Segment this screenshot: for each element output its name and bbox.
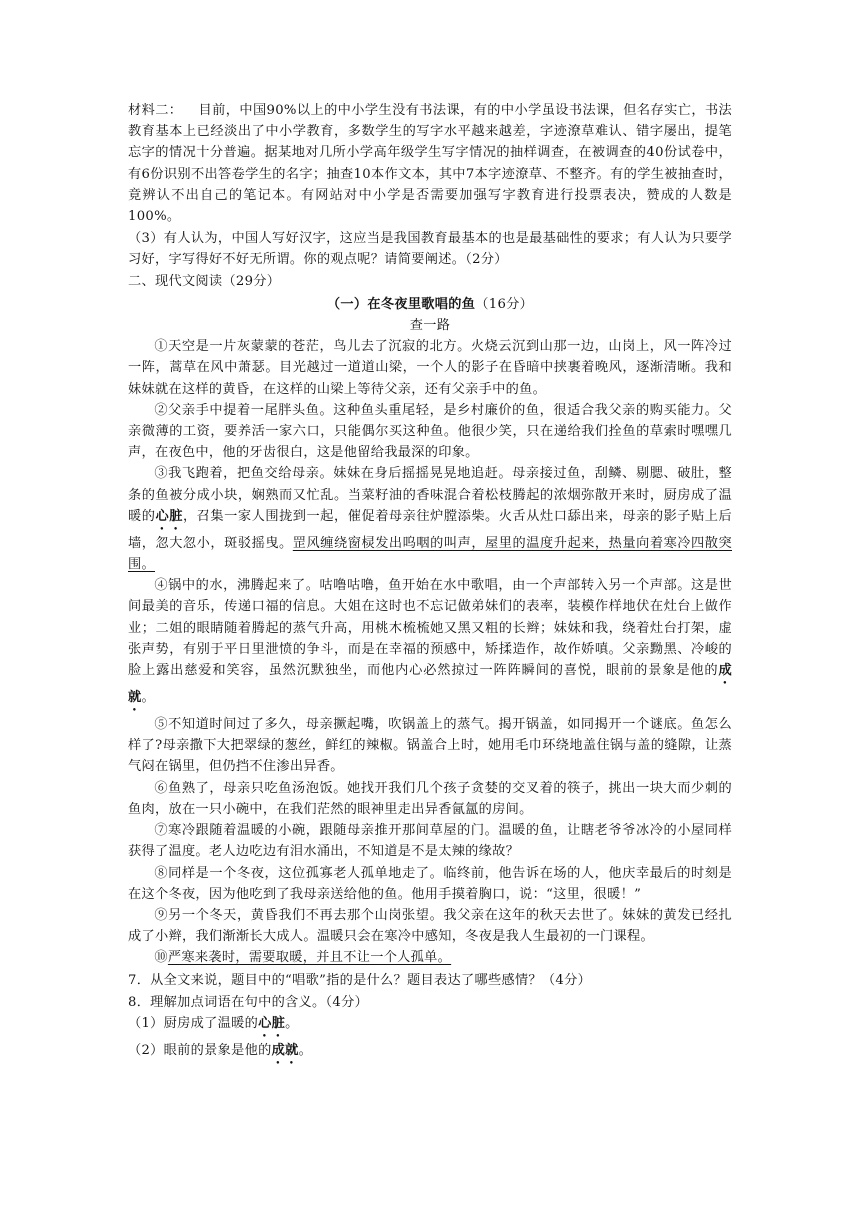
paragraph-9: ⑨另一个冬天，黄昏我们不再去那个山岗张望。我父亲在这年的秋天去世了。妹妹的黄发已经扎成了小辫，我们渐渐长大成人。温暖只会在寒冷中感知，冬夜是我人生最初的一门课程。 — [128, 907, 732, 945]
underlined-sentence-2: 严寒来袭时，需要取暖，并且不让一个人孤单。 — [167, 950, 452, 966]
paragraph-1: ①天空是一片灰蒙蒙的苍茫，鸟儿去了沉寂的北方。火烧云沉到山那一边，山岗上，风一阵冷过一阵，蒿草在风中萧瑟。目光越过一道道山梁，一个人的影子在昏暗中挟裹着晚风，逐渐清晰。我和妹妹就在这样的黄昏，在这样的山梁上等待父亲，还有父亲手中的鱼。 — [128, 339, 732, 397]
material-2 — [128, 100, 732, 227]
paragraph-8: ⑧同样是一个冬夜，这位孤寡老人孤单地走了。临终前，他告诉在场的人，他庆幸最后的时刻是在这个冬夜，因为他吃到了我母亲送给他的鱼。他用手摸着胸口，说：“这里，很暖！” — [128, 865, 732, 902]
article-author: 查一路 — [409, 318, 451, 334]
section-heading: 二、现代文阅读（29分） — [128, 273, 281, 289]
paragraph-10 — [128, 947, 732, 968]
q8-2-dotted-word: 成就 — [271, 1042, 299, 1058]
dotted-word-achievement: 成就 — [128, 663, 732, 706]
question-8: 8．理解加点词语在句中的含义。（4分） — [128, 994, 369, 1010]
dotted-word-heart: 心脏 — [155, 508, 183, 524]
underlined-sentence-1: 罡风缠绕窗棂发出呜咽的叫声，屋里的温度升起来，热量向着寒冷四散突围。 — [128, 535, 732, 573]
q8-2-text-b: 。 — [298, 1042, 313, 1058]
question-3: （3）有人认为，中国人写好汉字，这应当是我国教育最基本的也是最基础性的要求；有人认为只要学习好，字写得好不好无所谓。你的观点呢？请简要阐述。（2分） — [128, 231, 732, 268]
q8-1-dotted-word: 心脏 — [258, 1015, 286, 1031]
question-7: 7．从全文来说，题目中的“唱歌”指的是什么？题目表达了哪些感情？（4分） — [128, 972, 592, 988]
paragraph-5: ⑤不知道时间过了多久，母亲撅起嘴，吹锅盖上的蒸气。揭开锅盖，如同揭开一个谜底。鱼怎么样了?母亲撒下大把翠绿的葱丝，鲜红的辣椒。锅盖合上时，她用毛巾环绕地盖住锅与盖的缝隙，让蒸气闷在锅里，但仍挡不住渗出异香。 — [128, 717, 732, 775]
material-2-text: 目前，中国90%以上的中小学生没有书法课，有的中小学虽设书法课，但名存实亡，书法教育基本上已经淡出了中小学教育，多数学生的写字水平越来越差，字迹潦草难认、错字屡出，提笔忘字的情况十分普遍。据某地对几所小学高年级学生写字情况的抽样调查，在被调查的40份试卷中，有6份识别不出答卷学生的名字；抽查10本作文本，其中7本字迹潦草、不整齐。有的学生被抽查时，竟辨认不出自己的笔记本。有网站对中小学是否需要加强写字教育进行投票表决，赞成的人数是100%。 — [128, 103, 733, 225]
paragraph-10-number: ⑩ — [154, 950, 168, 966]
paragraph-4 — [128, 575, 732, 714]
paragraph-6: ⑥鱼熟了，母亲只吃鱼汤泡饭。她找开我们几个孩子贪婪的交叉着的筷子，挑出一块大而少刺的鱼肉，放在一只小碗中，在我们茫然的眼神里走出异香氤氲的房间。 — [128, 780, 732, 817]
paragraph-3-text-b: ，召集一家人围拢到一起，催促着母亲往炉膛添柴。火舌从灶口舔出来，母亲的影子贴上后墙，忽大忽小，斑驳摇曳。 — [128, 508, 732, 551]
paragraph-3-text-a: ③我飞跑着，把鱼交给母亲。妹妹在身后摇摇晃晃地追赶。母亲接过鱼，刮鳞、剔腮、破肚，整条的鱼被分成小块，娴熟而又忙乱。当菜籽油的香味混合着松枝腾起的浓烟弥散开来时，厨房成了温暖的 — [128, 466, 732, 524]
q8-2-text-a: （2）眼前的景象是他的 — [128, 1042, 272, 1058]
paragraph-3 — [128, 463, 732, 575]
q8-1-text-a: （1）厨房成了温暖的 — [128, 1015, 259, 1031]
q8-1-text-b: 。 — [285, 1015, 299, 1031]
paragraph-4-text-b: 。 — [141, 690, 155, 706]
article-title-text: （一）在冬夜里歌唱的鱼 — [326, 296, 476, 312]
paragraph-2: ②父亲手中提着一尾胖头鱼。这种鱼头重尾轻，是乡村廉价的鱼，很适合我父亲的购买能力。父亲微薄的工资，要养活一家六口，只能偶尔买这种鱼。他很少笑，只在递给我们拴鱼的草索时嘿嘿几声，在夜色中，他的牙齿很白，这是他留给我最深的印象。 — [128, 402, 732, 461]
question-8-item-2 — [128, 1040, 732, 1067]
question-8-item-1 — [128, 1013, 732, 1040]
paragraph-7: ⑦寒冷跟随着温暖的小碗，跟随母亲推开那间草屋的门。温暖的鱼，让瞎老爷爷冰冷的小屋同样获得了温度。老人边吃边有泪水涌出，不知道是不是太辣的缘故？ — [128, 823, 732, 860]
article-title — [128, 294, 732, 315]
paragraph-4-text-a: ④锅中的水，沸腾起来了。咕噜咕噜，鱼开始在水中歌唱，由一个声部转入另一个声部。这是世间最美的音乐，传递口福的信息。大姐在这时也不忘记做弟妹们的表率，装模作样地伏在灶台上做作业；二姐的眼睛随着腾起的蒸气升高，用桃木梳梳她又黑又粗的长辫；妹妹和我，绕着灶台打架，虚张声势，有别于平日里泄愤的争斗，而是在幸福的预感中，矫揉造作，故作娇嗔。父亲黝黑、冷峻的脸上露出慈爱和笑容，虽然沉默独坐，而他内心必然掠过一阵阵瞬间的喜悦，眼前的景象是他的 — [128, 578, 732, 679]
article-title-score: （16分） — [475, 296, 534, 312]
document-body — [128, 100, 732, 1067]
material-2-label: 材料二： — [128, 103, 183, 118]
